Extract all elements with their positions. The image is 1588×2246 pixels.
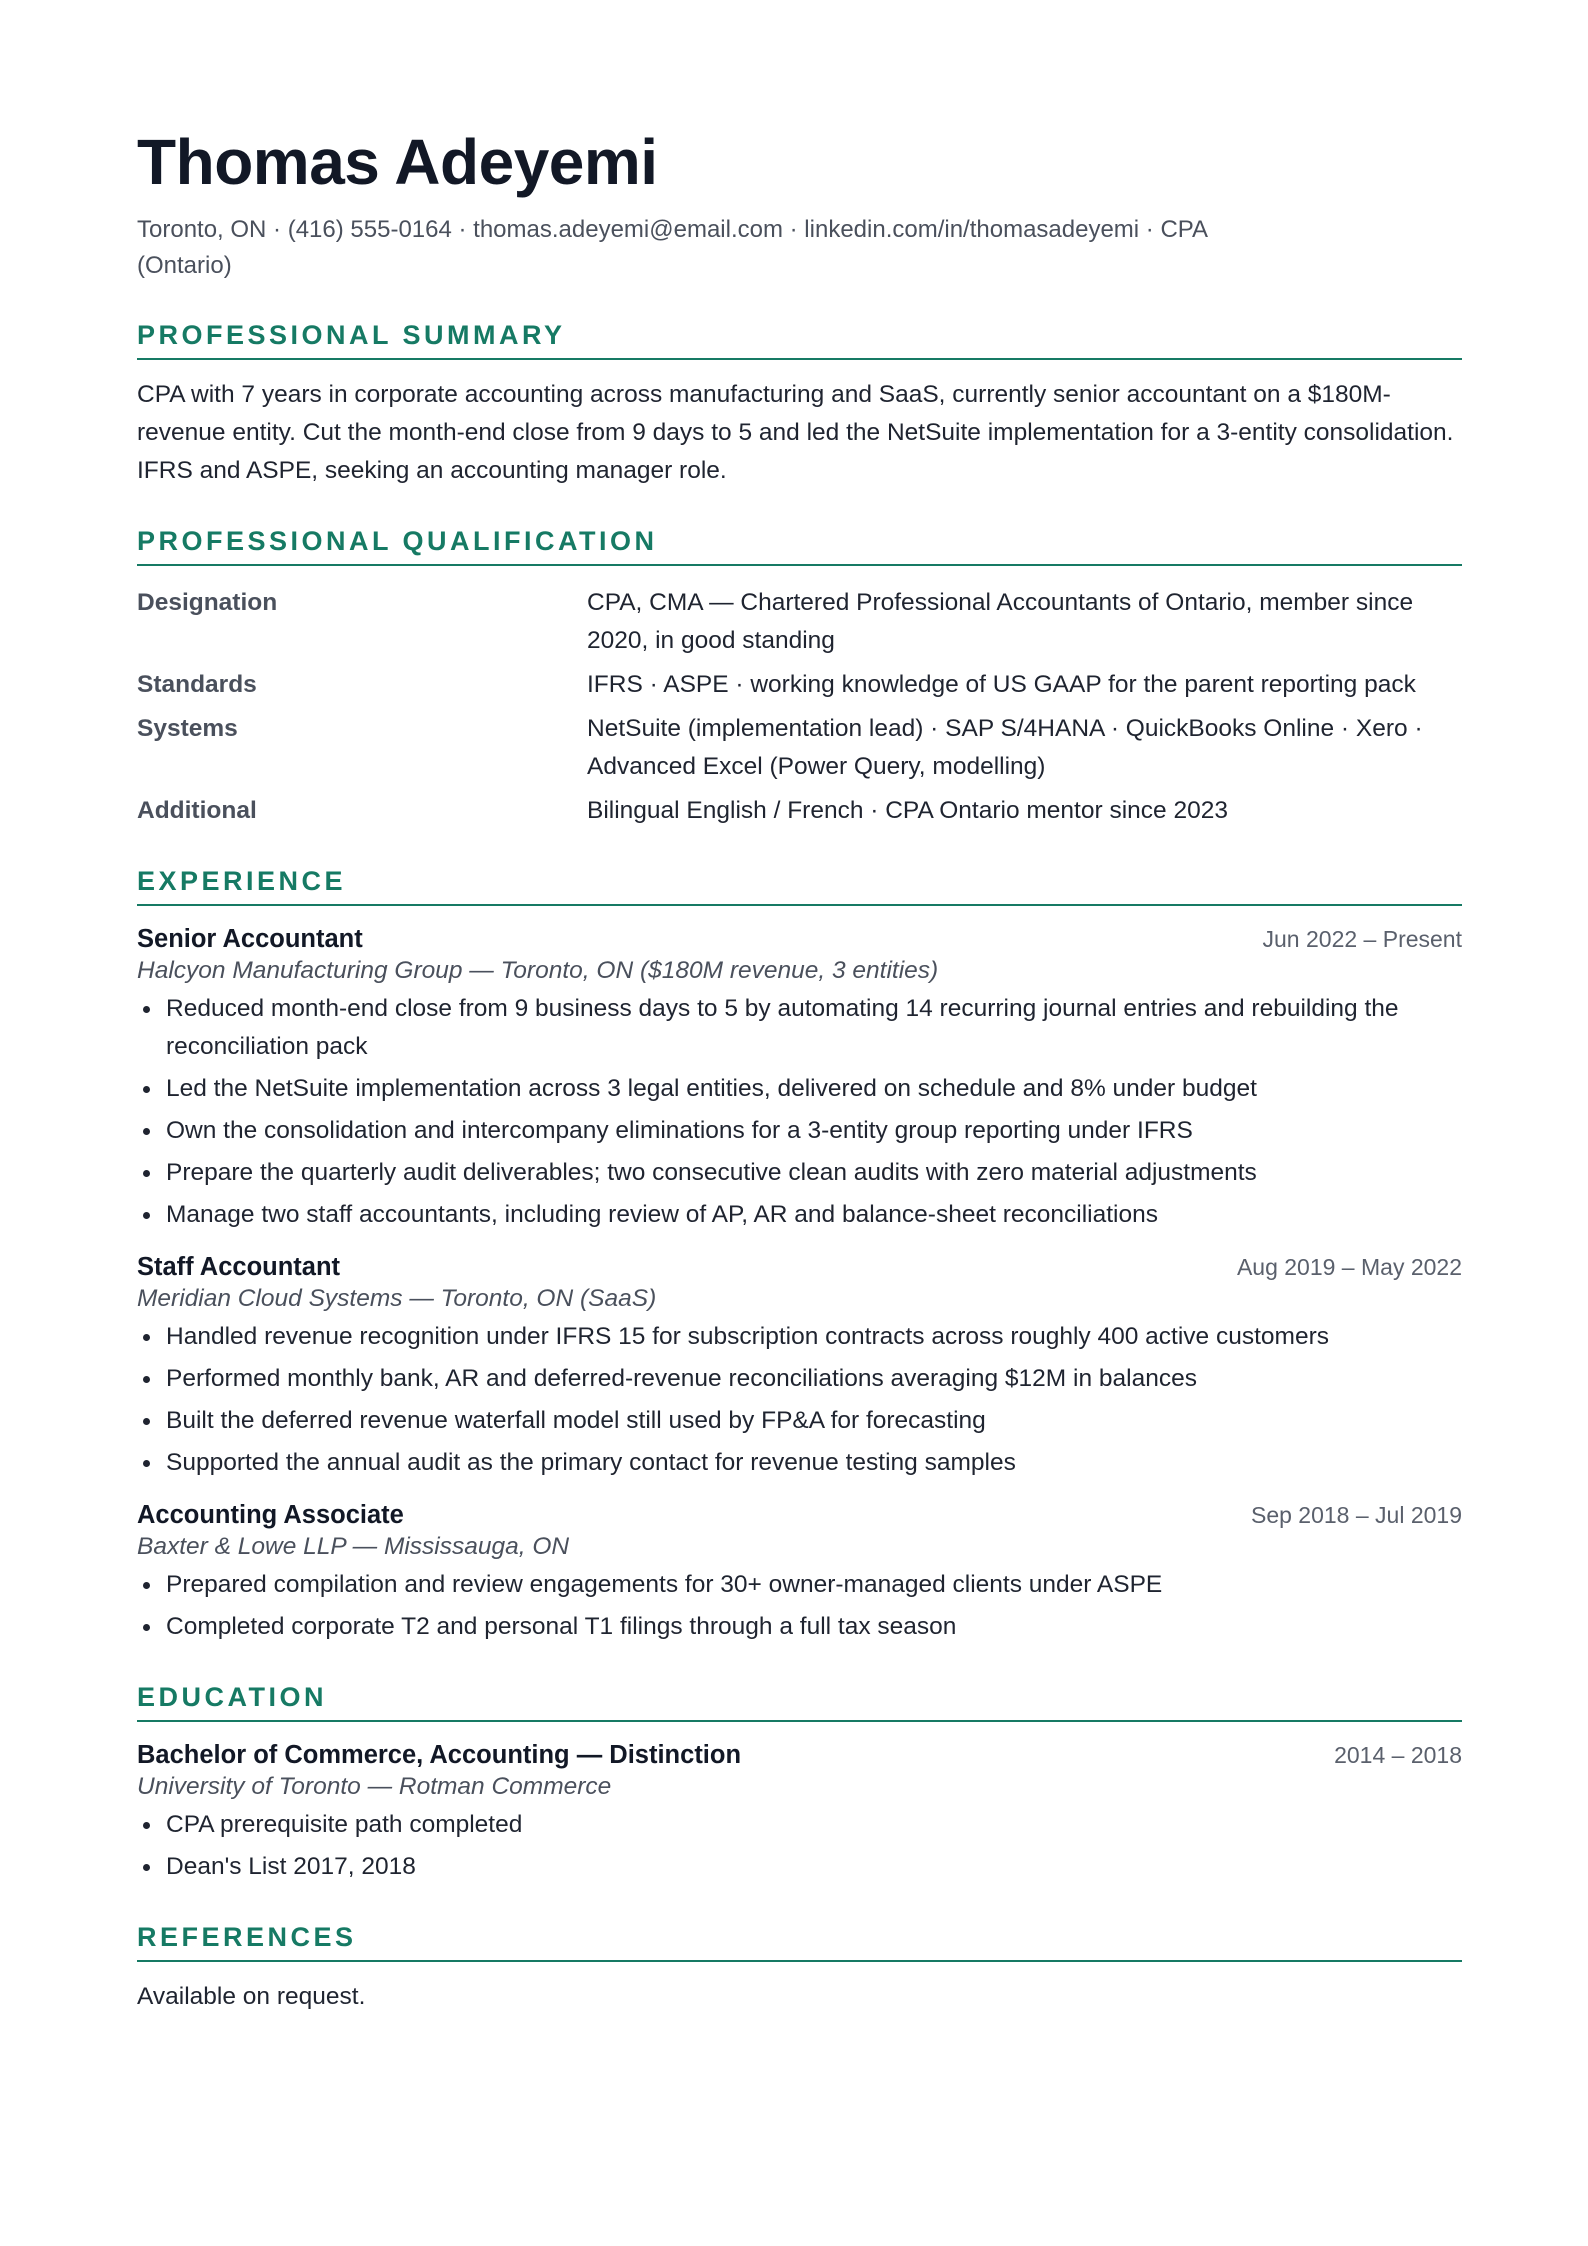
bullet-item: Reduced month-end close from 9 business days to 5 by automating 14 recurring journal entries and rebuilding the reconciliation pack (137, 990, 1462, 1066)
contact-line: Toronto, ON · (416) 555-0164 · thomas.adeyemi@email.com · linkedin.com/in/thomasadeyemi · CPA (Ontario) (137, 216, 1207, 279)
bullet-item: Prepare the quarterly audit deliverables; two consecutive clean audits with zero material adjustments (137, 1154, 1462, 1192)
job-title: Accounting Associate (137, 1501, 404, 1529)
bullet-item: Completed corporate T2 and personal T1 filings through a full tax season (137, 1608, 1462, 1646)
job-bullets (137, 990, 1462, 1234)
job-organization: Baxter & Lowe LLP — Mississauga, ON (137, 1533, 570, 1560)
education-entry (137, 1738, 1462, 1886)
bullet-item: Built the deferred revenue waterfall model still used by FP&A for forecasting (137, 1402, 1462, 1440)
qualification-row (137, 666, 1462, 704)
bullet-item: Handled revenue recognition under IFRS 15 for subscription contracts across roughly 400 active customers (137, 1318, 1462, 1356)
references-text: Available on request. (137, 1983, 366, 2010)
education-bullets (137, 1806, 1462, 1886)
bullet-item: Own the consolidation and intercompany eliminations for a 3-entity group reporting under IFRS (137, 1112, 1462, 1150)
bullet-item: Led the NetSuite implementation across 3 legal entities, delivered on schedule and 8% under budget (137, 1070, 1462, 1108)
job-organization: Halcyon Manufacturing Group — Toronto, ON ($180M revenue, 3 entities) (137, 957, 939, 984)
job-entry (137, 1498, 1462, 1646)
job-entry (137, 1250, 1462, 1482)
job-organization: Meridian Cloud Systems — Toronto, ON (SaaS) (137, 1285, 657, 1312)
bullet-item: Dean's List 2017, 2018 (137, 1848, 1462, 1886)
degree-title: Bachelor of Commerce, Accounting — Distinction (137, 1741, 742, 1769)
bullet-item: Manage two staff accountants, including review of AP, AR and balance-sheet reconciliations (137, 1196, 1462, 1234)
section-title-references: REFERENCES (137, 1920, 1462, 1962)
qualification-value: IFRS · ASPE · working knowledge of US GAAP for the parent reporting pack (587, 671, 1416, 698)
qualification-row (137, 792, 1462, 830)
qualification-label: Designation (137, 589, 278, 616)
education-section (137, 1680, 1462, 1886)
candidate-name: Thomas Adeyemi (137, 126, 658, 198)
job-bullets (137, 1566, 1462, 1646)
qualification-label: Standards (137, 671, 257, 698)
summary-section (137, 318, 1462, 490)
bullet-item: Supported the annual audit as the primary contact for revenue testing samples (137, 1444, 1462, 1482)
bullet-item: Prepared compilation and review engagements for 30+ owner-managed clients under ASPE (137, 1566, 1462, 1604)
job-dates: Jun 2022 – Present (1262, 926, 1462, 952)
education-institution: University of Toronto — Rotman Commerce (137, 1773, 612, 1800)
qualification-section (137, 524, 1462, 830)
qualification-value: Bilingual English / French · CPA Ontario mentor since 2023 (587, 797, 1228, 824)
job-title: Staff Accountant (137, 1253, 341, 1281)
bullet-item: Performed monthly bank, AR and deferred-revenue reconciliations averaging $12M in balances (137, 1360, 1462, 1398)
section-title-education: EDUCATION (137, 1680, 1462, 1722)
job-dates: Sep 2018 – Jul 2019 (1250, 1502, 1462, 1528)
references-section (137, 1920, 1462, 2016)
job-entry (137, 922, 1462, 1234)
section-title-summary: PROFESSIONAL SUMMARY (137, 318, 1462, 360)
summary-text: CPA with 7 years in corporate accounting across manufacturing and SaaS, currently senior accountant on a $180M-revenue entity. Cut the month-end close from 9 days to 5 and led the NetSuite implementation for a 3-entity consolidation. IFRS and ASPE, seeking an accounting manager role. (137, 381, 1454, 484)
education-dates: 2014 – 2018 (1334, 1742, 1462, 1768)
job-bullets (137, 1318, 1462, 1482)
qualification-label: Systems (137, 715, 238, 742)
qualification-table (137, 584, 1462, 830)
qualification-row (137, 584, 1462, 660)
qualification-value: CPA, CMA — Chartered Professional Accountants of Ontario, member since 2020, in good standing (587, 589, 1414, 654)
qualification-row (137, 710, 1462, 786)
section-title-experience: EXPERIENCE (137, 864, 1462, 906)
qualification-label: Additional (137, 797, 257, 824)
job-dates: Aug 2019 – May 2022 (1236, 1254, 1462, 1280)
bullet-item: CPA prerequisite path completed (137, 1806, 1462, 1844)
experience-section (137, 864, 1462, 1646)
qualification-value: NetSuite (implementation lead) · SAP S/4HANA · QuickBooks Online · Xero · Advanced Excel (Power Query, modelling) (587, 715, 1423, 780)
section-title-qualification: PROFESSIONAL QUALIFICATION (137, 524, 1462, 566)
job-title: Senior Accountant (137, 925, 363, 953)
